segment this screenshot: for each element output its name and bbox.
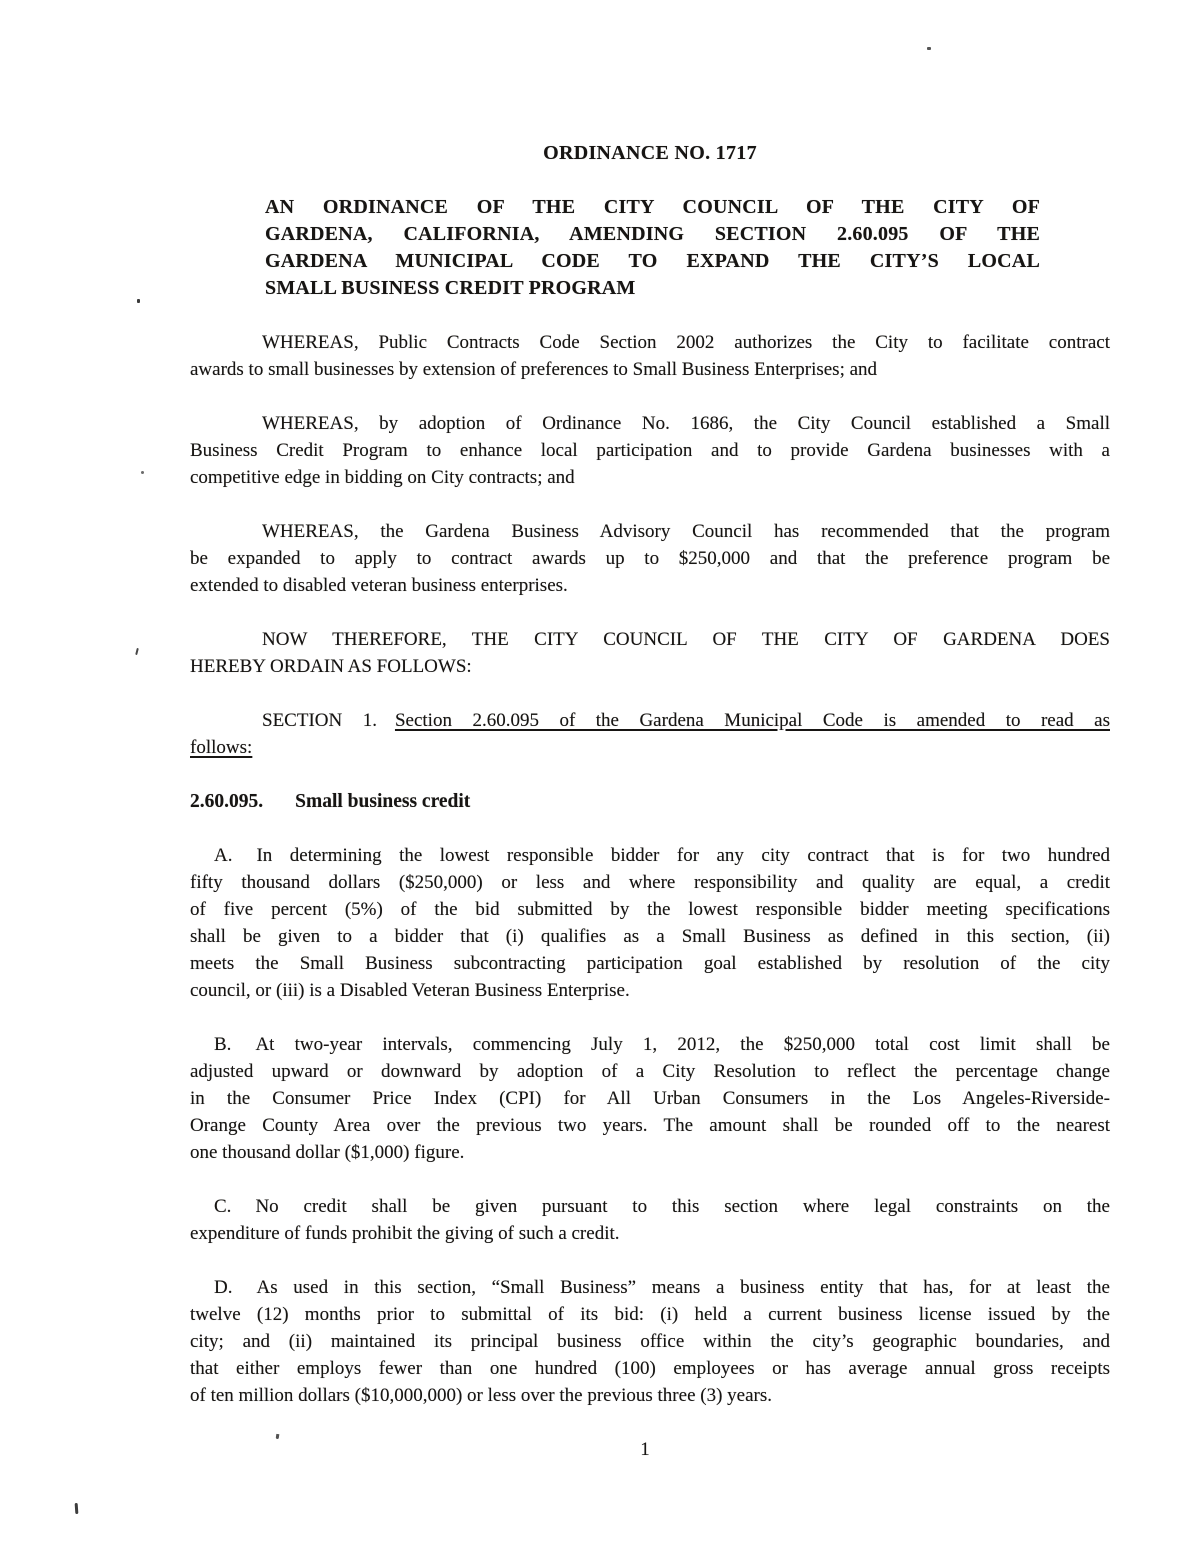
page-number: 1 bbox=[640, 1439, 650, 1460]
code-section-heading bbox=[190, 788, 1110, 815]
scan-speck bbox=[927, 47, 931, 50]
text-line: Orange County Area over the previous two years. The amount shall be rounded off to the nearest bbox=[190, 1115, 1110, 1136]
scan-speck bbox=[137, 299, 140, 303]
section-1-underlined-text: follows: bbox=[190, 737, 253, 758]
subsection-c bbox=[190, 1193, 1110, 1247]
ordinance-title: ORDINANCE NO. 1717 bbox=[543, 142, 757, 164]
subsection-d-label: D. bbox=[214, 1277, 233, 1298]
heading-line: AN ORDINANCE OF THE CITY COUNCIL OF THE CITY OF bbox=[265, 196, 1040, 218]
subsection-b-text: At two-year intervals, commencing July 1, 2012, the $250,000 total cost limit shall be bbox=[255, 1034, 1110, 1055]
subsection-d bbox=[190, 1274, 1110, 1409]
scan-speck bbox=[141, 471, 144, 474]
text-line: that either employs fewer than one hundred (100) employees or has average annual gross receipts bbox=[190, 1358, 1110, 1379]
section-1-underlined-text: Section 2.60.095 of the Gardena Municipal Code is amended to read as bbox=[394, 710, 1110, 731]
subsection-c-label: C. bbox=[214, 1196, 232, 1217]
ordaining-clause bbox=[190, 626, 1110, 680]
text-line: WHEREAS, the Gardena Business Advisory Council has recommended that the program bbox=[262, 521, 1110, 542]
heading-line: GARDENA, CALIFORNIA, AMENDING SECTION 2.60.095 OF THE bbox=[265, 223, 1040, 245]
section-1-label: SECTION 1. bbox=[262, 710, 377, 731]
text-line: fifty thousand dollars ($250,000) or less and where responsibility and quality are equal, a credit bbox=[190, 872, 1110, 893]
text-line bbox=[190, 1193, 1110, 1220]
scan-speck bbox=[75, 1503, 79, 1514]
recital-paragraph-1 bbox=[190, 329, 1110, 383]
text-line: of ten million dollars ($10,000,000) or less over the previous three (3) years. bbox=[190, 1385, 772, 1406]
text-line bbox=[190, 1031, 1110, 1058]
text-line: adjusted upward or downward by adoption of a City Resolution to reflect the percentage change bbox=[190, 1061, 1110, 1082]
text-line: expenditure of funds prohibit the giving of such a credit. bbox=[190, 1223, 620, 1244]
text-line: NOW THEREFORE, THE CITY COUNCIL OF THE CITY OF GARDENA DOES bbox=[262, 629, 1110, 650]
subsection-b bbox=[190, 1031, 1110, 1166]
text-line: competitive edge in bidding on City contracts; and bbox=[190, 467, 575, 488]
text-line: WHEREAS, Public Contracts Code Section 2002 authorizes the City to facilitate contract bbox=[262, 332, 1110, 353]
recital-paragraph-3 bbox=[190, 518, 1110, 599]
text-line bbox=[190, 1274, 1110, 1301]
text-line: city; and (ii) maintained its principal business office within the city’s geographic boundaries, and bbox=[190, 1331, 1110, 1352]
text-line: shall be given to a bidder that (i) qualifies as a Small Business as defined in this section, (ii) bbox=[190, 926, 1110, 947]
text-line: council, or (iii) is a Disabled Veteran Business Enterprise. bbox=[190, 980, 630, 1001]
subsection-a bbox=[190, 842, 1110, 1004]
text-line: meets the Small Business subcontracting participation goal established by resolution of the city bbox=[190, 953, 1110, 974]
section-1-paragraph bbox=[190, 707, 1110, 761]
text-line: WHEREAS, by adoption of Ordinance No. 1686, the City Council established a Small bbox=[262, 413, 1110, 434]
text-line: awards to small businesses by extension of preferences to Small Business Enterprises; and bbox=[190, 359, 878, 380]
text-line: be expanded to apply to contract awards up to $250,000 and that the preference program be bbox=[190, 548, 1110, 569]
text-line: of five percent (5%) of the bid submitted by the lowest responsible bidder meeting specifications bbox=[190, 899, 1110, 920]
text-line: twelve (12) months prior to submittal of its bid: (i) held a current business license issued by the bbox=[190, 1304, 1110, 1325]
text-line: extended to disabled veteran business enterprises. bbox=[190, 575, 568, 596]
text-line: one thousand dollar ($1,000) figure. bbox=[190, 1142, 465, 1163]
text-line: in the Consumer Price Index (CPI) for All Urban Consumers in the Los Angeles-Riverside- bbox=[190, 1088, 1110, 1109]
subsection-c-text: No credit shall be given pursuant to this section where legal constraints on the bbox=[255, 1196, 1110, 1217]
scan-speck bbox=[135, 648, 139, 655]
text-line: Business Credit Program to enhance local participation and to provide Gardena businesses with a bbox=[190, 440, 1110, 461]
text-line bbox=[190, 734, 1110, 761]
subsection-d-text: As used in this section, “Small Business” means a business entity that has, for at least the bbox=[256, 1277, 1110, 1298]
recital-paragraph-2 bbox=[190, 410, 1110, 491]
subsection-a-text: In determining the lowest responsible bidder for any city contract that is for two hundred bbox=[256, 845, 1110, 866]
ordinance-page bbox=[190, 140, 1110, 1463]
subsection-b-label: B. bbox=[214, 1034, 232, 1055]
text-line: HEREBY ORDAIN AS FOLLOWS: bbox=[190, 656, 472, 677]
code-section-title: Small business credit bbox=[295, 791, 471, 812]
heading-line: GARDENA MUNICIPAL CODE TO EXPAND THE CITY’S LOCAL bbox=[265, 250, 1040, 272]
code-section-number: 2.60.095. bbox=[190, 791, 264, 812]
ordinance-heading bbox=[265, 194, 1040, 302]
text-line bbox=[190, 707, 1110, 734]
heading-line: SMALL BUSINESS CREDIT PROGRAM bbox=[265, 277, 636, 299]
text-line bbox=[190, 842, 1110, 869]
subsection-a-label: A. bbox=[214, 845, 233, 866]
